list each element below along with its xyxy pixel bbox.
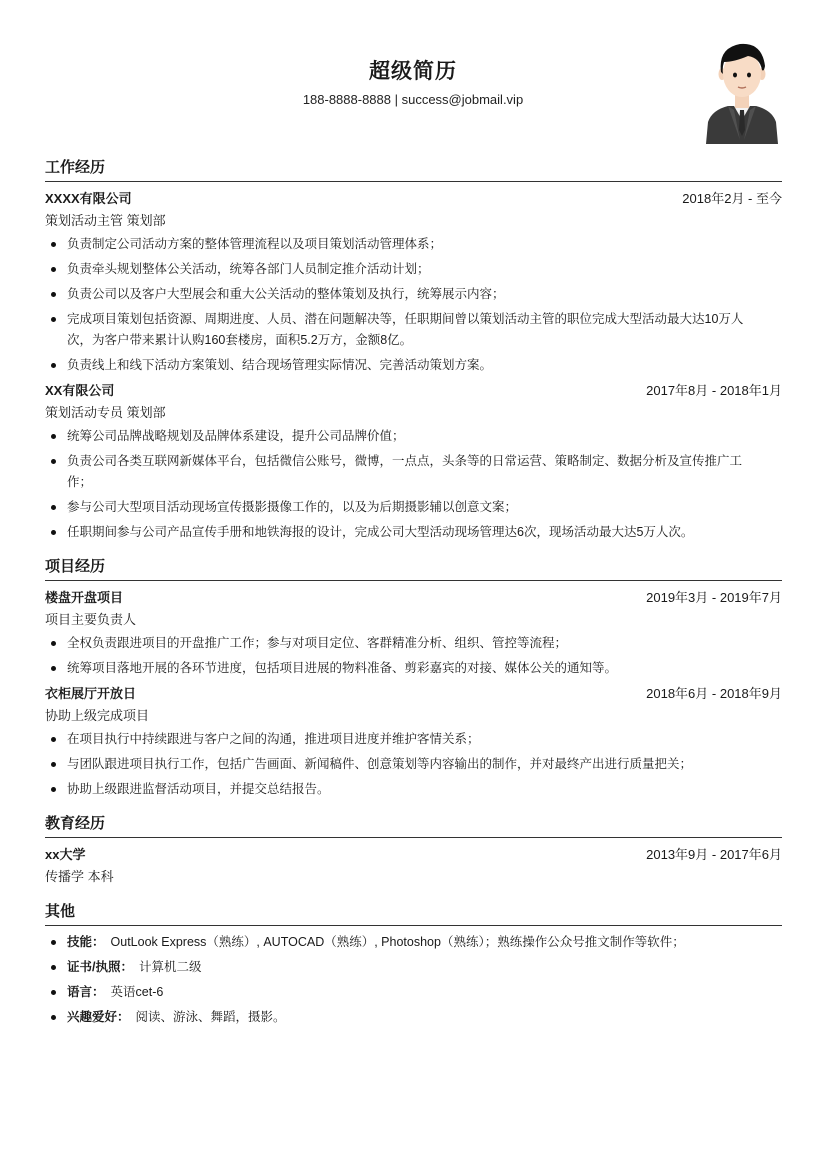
list-item: 完成项目策划包括资源、周期进度、人员、潜在问题解决等，任职期间曾以策划活动主管的职位完成大型活动最大达10万人次，为客户带来累计认购160套楼房，面积5.2万方，金额8亿。 [45, 309, 782, 351]
page-title: 超级简历 [369, 60, 457, 83]
section-title-education: 教育经历 [45, 812, 782, 838]
section-title-work: 工作经历 [45, 156, 782, 182]
project-name: 衣柜展厅开放日 [45, 686, 137, 701]
list-item: 统筹公司品牌战略规划及品牌体系建设，提升公司品牌价值； [45, 426, 782, 447]
list-item: 参与公司大型项目活动现场宣传摄影摄像工作的，以及为后期摄影辅以创意文案； [45, 497, 782, 518]
contact-info: 188-8888-8888 | success@jobmail.vip [302, 92, 524, 107]
company-name: XX有限公司 [45, 383, 115, 398]
school-name: xx大学 [45, 847, 86, 862]
entry-date: 2018年2月 - 至今 [682, 191, 782, 206]
list-item: 负责牵头规划整体公关活动，统筹各部门人员制定推介活动计划； [45, 259, 782, 280]
other-value: 计算机二级 [138, 960, 202, 974]
list-item: 负责制定公司活动方案的整体管理流程以及项目策划活动管理体系； [45, 234, 782, 255]
list-item: 负责公司各类互联网新媒体平台，包括微信公账号，微博，一点点，头条等的日常运营、策略制定、数据分析及宣传推广工作； [45, 451, 782, 493]
entry-date: 2018年6月 - 2018年9月 [646, 686, 782, 701]
work-entry [45, 188, 782, 376]
list-item [45, 1007, 782, 1028]
list-item: 全权负责跟进项目的开盘推广工作；参与对项目定位、客群精准分析、组织、管控等流程； [45, 633, 782, 654]
other-label: 语言： [67, 985, 105, 999]
list-item: 负责线上和线下活动方案策划、结合现场管理实际情况、完善活动策划方案。 [45, 355, 782, 376]
project-name: 楼盘开盘项目 [45, 590, 124, 605]
work-entry [45, 380, 782, 543]
list-item: 协助上级跟进监督活动项目，并提交总结报告。 [45, 779, 782, 800]
other-value: OutLook Express（熟练）, AUTOCAD（熟练）, Photoshop（熟练）；熟练操作公众号推文制作等软件； [110, 935, 685, 949]
list-item: 负责公司以及客户大型展会和重大公关活动的整体策划及执行，统筹展示内容； [45, 284, 782, 305]
avatar [704, 40, 780, 144]
entry-date: 2017年8月 - 2018年1月 [646, 383, 782, 398]
list-item: 与团队跟进项目执行工作，包括广告画面、新闻稿件、创意策划等内容输出的制作，并对最终产出进行质量把关； [45, 754, 782, 775]
project-role: 协助上级完成项目 [45, 708, 150, 723]
company-name: XXXX有限公司 [45, 191, 132, 206]
project-role: 项目主要负责人 [45, 612, 137, 627]
job-role: 策划活动专员 策划部 [45, 405, 166, 420]
list-item [45, 932, 782, 953]
job-role: 策划活动主管 策划部 [45, 213, 166, 228]
project-entry [45, 683, 782, 800]
other-label: 证书/执照： [67, 960, 133, 974]
section-title-other: 其他 [45, 900, 782, 926]
degree: 传播学 本科 [45, 869, 114, 884]
list-item [45, 957, 782, 978]
list-item [45, 982, 782, 1003]
education-entry [45, 844, 782, 888]
other-value: 阅读、游泳、舞蹈，摄影。 [135, 1010, 286, 1024]
project-entry [45, 587, 782, 679]
resume-content [45, 156, 782, 1032]
list-item: 在项目执行中持续跟进与客户之间的沟通，推进项目进度并维护客情关系； [45, 729, 782, 750]
other-label: 技能： [67, 935, 105, 949]
other-label: 兴趣爱好： [67, 1010, 130, 1024]
list-item: 统筹项目落地开展的各环节进度，包括项目进展的物料准备、剪彩嘉宾的对接、媒体公关的通知等。 [45, 658, 782, 679]
other-value: 英语cet-6 [110, 985, 164, 999]
section-title-projects: 项目经历 [45, 555, 782, 581]
entry-date: 2019年3月 - 2019年7月 [646, 590, 782, 605]
entry-date: 2013年9月 - 2017年6月 [646, 847, 782, 862]
list-item: 任职期间参与公司产品宣传手册和地铁海报的设计，完成公司大型活动现场管理达6次，现场活动最大达5万人次。 [45, 522, 782, 543]
